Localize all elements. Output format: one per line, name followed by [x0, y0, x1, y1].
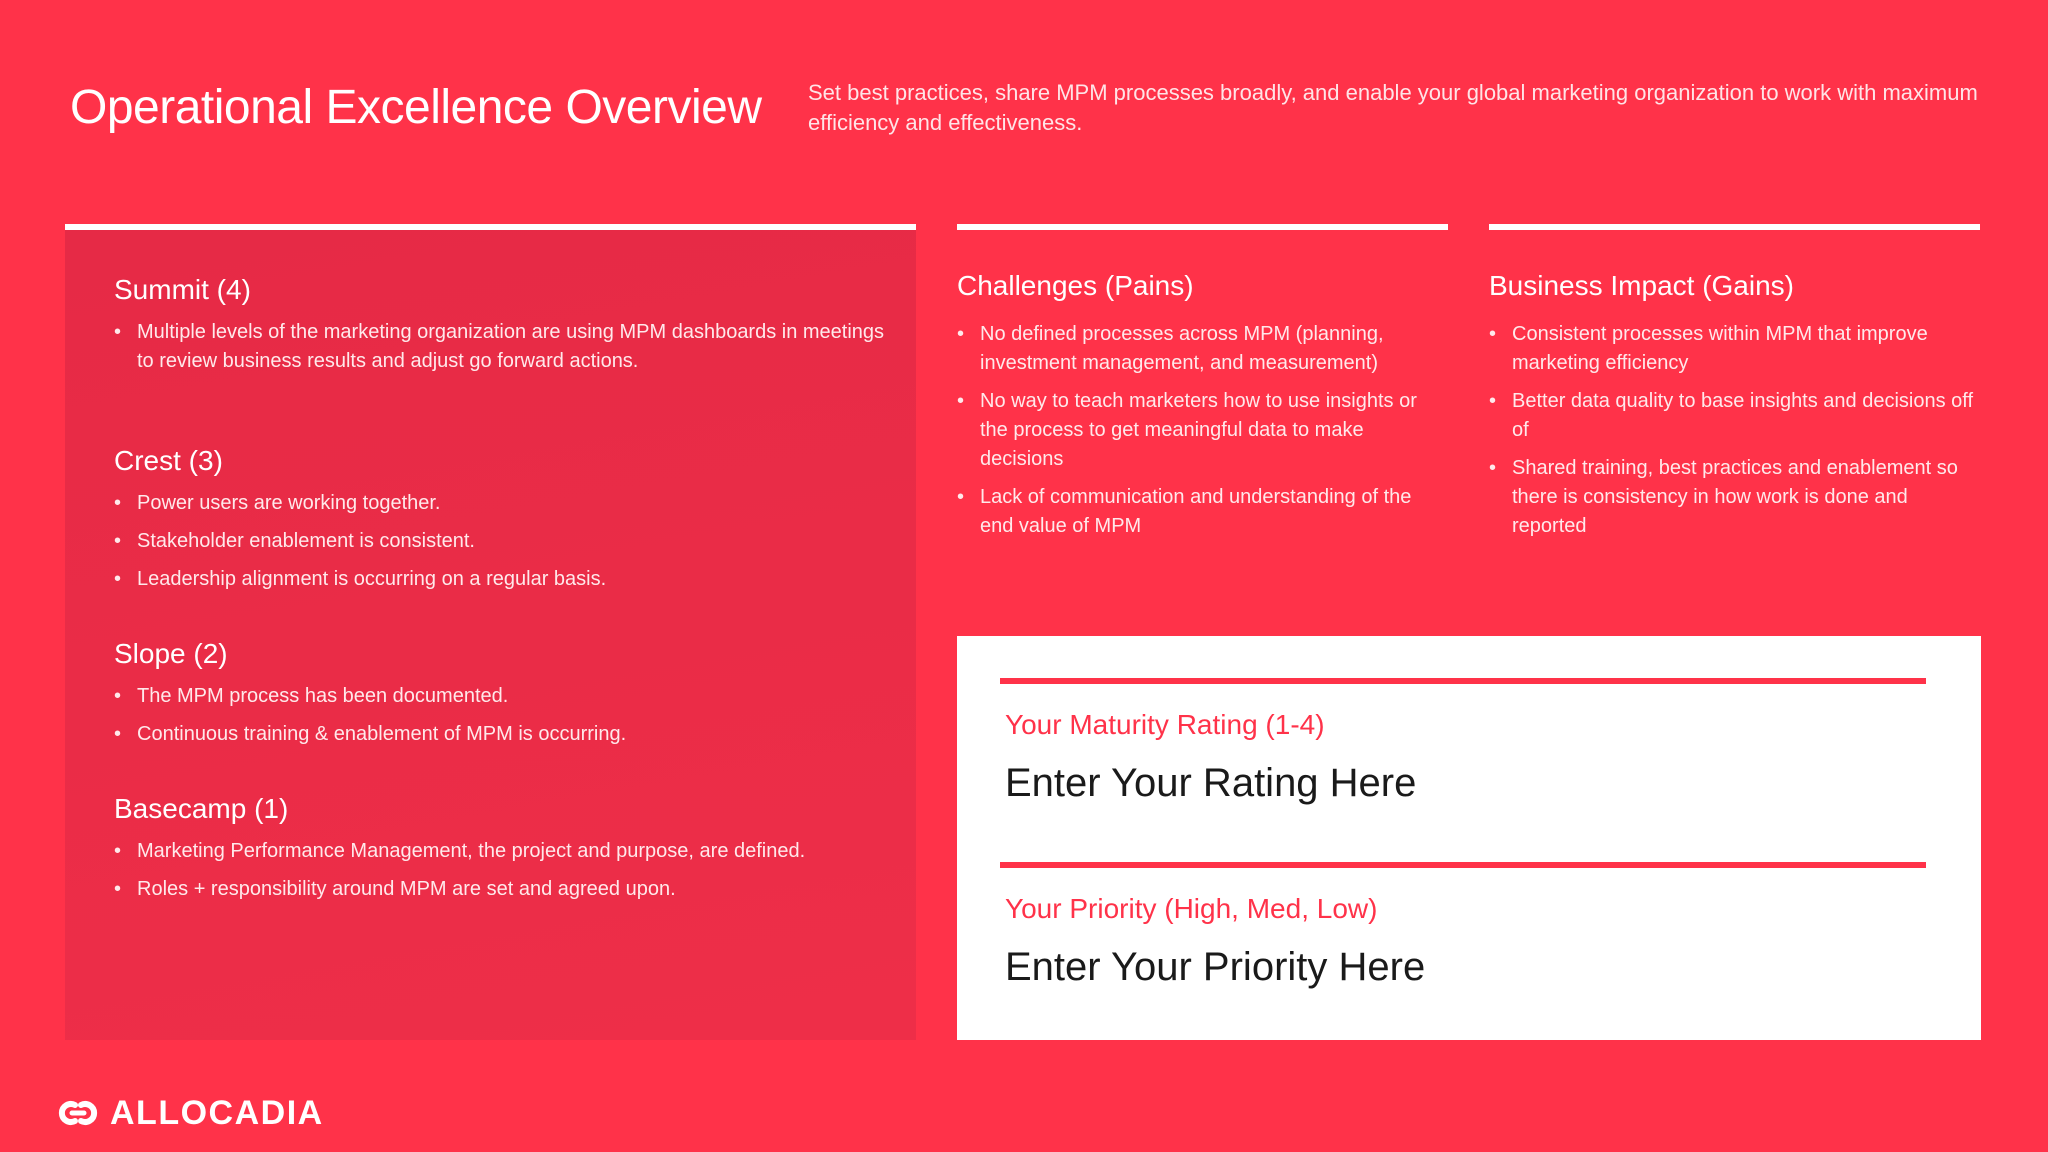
maturity-rating-label: Your Maturity Rating (1-4) — [1005, 709, 1325, 740]
level-bullet: • The MPM process has been documented. — [114, 682, 894, 711]
maturity-rating-field[interactable]: Enter Your Rating Here — [1005, 761, 1417, 805]
challenge-bullet: • No way to teach marketers how to use insights or the process to get meaningful data to make decisions — [957, 387, 1448, 474]
maturity-rating-section — [1000, 678, 1926, 806]
level-bullets — [114, 489, 894, 594]
level-bullet: • Continuous training & enablement of MPM is occurring. — [114, 720, 894, 749]
level-bullet: • Multiple levels of the marketing organization are using MPM dashboards in meetings to review business results and adjust go forward actions. — [114, 318, 894, 376]
priority-label: Your Priority (High, Med, Low) — [1005, 893, 1378, 924]
challenge-bullet: • No defined processes across MPM (planning, investment management, and measurement) — [957, 320, 1448, 378]
challenges-title: Challenges (Pains) — [957, 270, 1194, 301]
impact-bullets — [1489, 320, 1980, 541]
level-title: Slope (2) — [114, 638, 228, 669]
priority-section — [1000, 862, 1926, 990]
self-assessment-box — [957, 636, 1981, 1040]
level-bullets — [114, 837, 894, 904]
impact-title: Business Impact (Gains) — [1489, 270, 1794, 301]
maturity-levels-panel — [65, 224, 916, 1040]
level-bullet: • Stakeholder enablement is consistent. — [114, 527, 894, 556]
challenges-bullets — [957, 320, 1448, 541]
level-basecamp — [114, 791, 894, 904]
level-title: Summit (4) — [114, 274, 251, 305]
level-summit — [114, 272, 894, 443]
level-title: Basecamp (1) — [114, 793, 289, 824]
challenges-column — [957, 224, 1448, 550]
priority-field[interactable]: Enter Your Priority Here — [1005, 945, 1426, 989]
allocadia-logo-icon — [58, 1095, 98, 1131]
level-bullet: • Power users are working together. — [114, 489, 894, 518]
impact-bullet: • Shared training, best practices and enablement so there is consistency in how work is done and reported — [1489, 454, 1980, 541]
level-bullets — [114, 682, 894, 749]
level-crest — [114, 443, 894, 636]
level-bullet: • Roles + responsibility around MPM are set and agreed upon. — [114, 875, 894, 904]
challenge-bullet: • Lack of communication and understanding of the end value of MPM — [957, 483, 1448, 541]
level-bullets — [114, 318, 894, 376]
page-title: Operational Excellence Overview — [70, 81, 762, 134]
page-subtitle: Set best practices, share MPM processes broadly, and enable your global marketing organization to work with maximum efficiency and effectiveness. — [808, 80, 1978, 135]
level-bullet: • Marketing Performance Management, the project and purpose, are defined. — [114, 837, 894, 866]
impact-bullet: • Better data quality to base insights and decisions off of — [1489, 387, 1980, 445]
level-bullet: • Leadership alignment is occurring on a regular basis. — [114, 565, 894, 594]
level-slope — [114, 636, 894, 791]
level-title: Crest (3) — [114, 445, 223, 476]
impact-bullet: • Consistent processes within MPM that improve marketing efficiency — [1489, 320, 1980, 378]
logo-text: ALLOCADIA — [110, 1094, 324, 1132]
allocadia-logo — [58, 1095, 324, 1131]
business-impact-column — [1489, 224, 1980, 550]
